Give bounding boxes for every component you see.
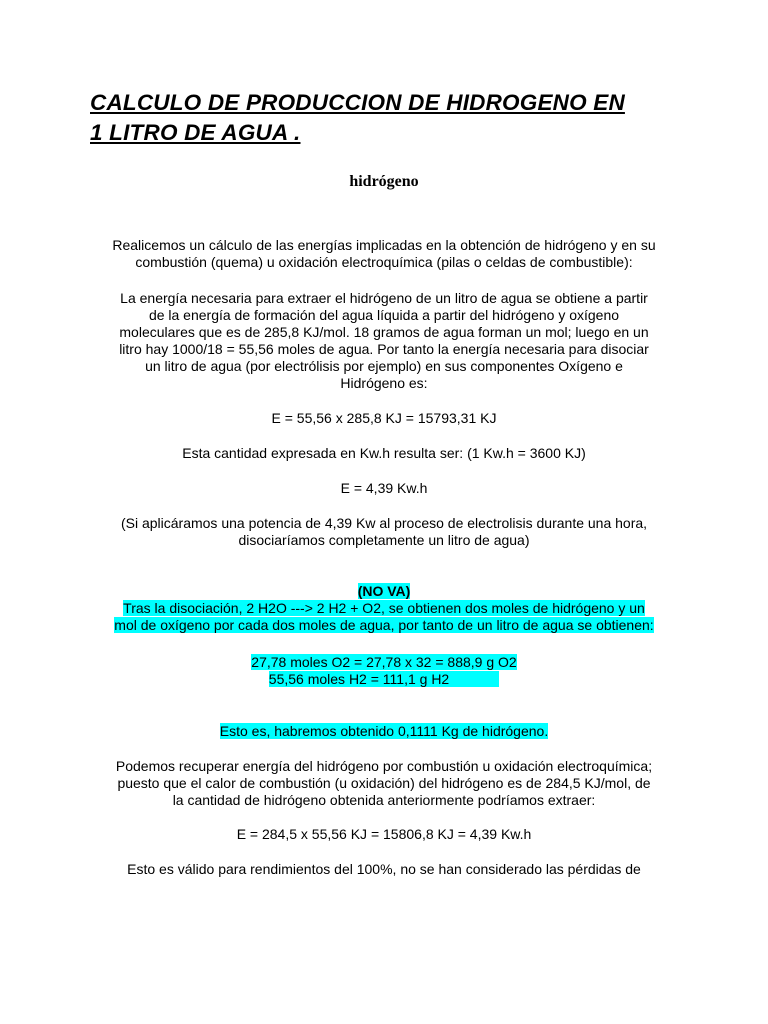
energy-paragraph: [84, 290, 684, 392]
equation-2: [84, 480, 684, 497]
document-title: [90, 88, 710, 148]
moles-o2: 27,78 moles O2 = 27,78 x 32 = 888,9 g O2: [251, 654, 517, 670]
recover-line: Podemos recuperar energía del hidrógeno por combustión u oxidación electroquímica;: [115, 758, 653, 774]
valid-note: [84, 861, 684, 878]
kwh-sentence: [84, 445, 684, 462]
document-subtitle: hidrógeno: [349, 173, 419, 190]
intro-line: combustión (quema) u oxidación electroquímica (pilas o celdas de combustible):: [135, 254, 633, 270]
obtained-text: Esto es, habremos obtenido 0,1111 Kg de hidrógeno.: [219, 723, 549, 739]
energy-line: de la energía de formación del agua líquida a partir del hidrógeno y oxígeno: [148, 307, 620, 323]
equation-1: [84, 410, 684, 427]
power-note-line: disociaríamos completamente un litro de agua): [238, 532, 530, 548]
energy-line: litro hay 1000/18 = 55,56 moles de agua. Por tanto la energía necesaria para disociar: [119, 341, 649, 357]
recover-paragraph: [84, 758, 684, 809]
dissociation-line: mol de oxígeno por cada dos moles de agua, por tanto de un litro de agua se obtienen:: [114, 617, 654, 633]
energy-line: moleculares que es de 285,8 KJ/mol. 18 gramos de agua forman un mol; luego en un: [119, 324, 649, 340]
energy-line: Hidrógeno es:: [340, 375, 428, 391]
equation-2-text: E = 4,39 Kw.h: [340, 480, 428, 496]
moles-h2: 55,56 moles H2 = 111,1 g H2: [269, 671, 499, 687]
no-va-section: [84, 583, 684, 634]
equation-3-text: E = 284,5 x 55,56 KJ = 15806,8 KJ = 4,39 Kw.h: [236, 826, 532, 842]
recover-line: puesto que el calor de combustión (u oxidación) del hidrógeno es de 284,5 KJ/mol, de: [117, 775, 651, 791]
obtained-section: [84, 723, 684, 740]
valid-note-text: Esto es válido para rendimientos del 100%, no se han considerado las pérdidas de: [127, 861, 641, 877]
dissociation-line: Tras la disociación, 2 H2O ---> 2 H2 + O2, se obtienen dos moles de hidrógeno y un: [123, 600, 645, 616]
energy-line: La energía necesaria para extraer el hidrógeno de un litro de agua se obtiene a partir: [120, 290, 648, 306]
title-line-2: 1 LITRO DE AGUA .: [90, 120, 301, 145]
power-note: [84, 515, 684, 549]
moles-section: [84, 654, 684, 688]
title-line-1: CALCULO DE PRODUCCION DE HIDROGENO EN: [90, 90, 625, 115]
power-note-line: (Si aplicáramos una potencia de 4,39 Kw al proceso de electrolisis durante una hora,: [120, 515, 648, 531]
equation-3: [84, 826, 684, 843]
intro-paragraph: [84, 237, 684, 271]
no-va-label: (NO VA): [357, 583, 411, 599]
recover-line: la cantidad de hidrógeno obtenida anteriormente podríamos extraer:: [172, 792, 596, 808]
intro-line: Realicemos un cálculo de las energías implicadas en la obtención de hidrógeno y en su: [112, 237, 656, 253]
kwh-sentence-text: Esta cantidad expresada en Kw.h resulta ser: (1 Kw.h = 3600 KJ): [182, 445, 586, 461]
equation-1-text: E = 55,56 x 285,8 KJ = 15793,31 KJ: [271, 410, 497, 426]
energy-line: un litro de agua (por electrólisis por ejemplo) en sus componentes Oxígeno e: [145, 358, 623, 374]
